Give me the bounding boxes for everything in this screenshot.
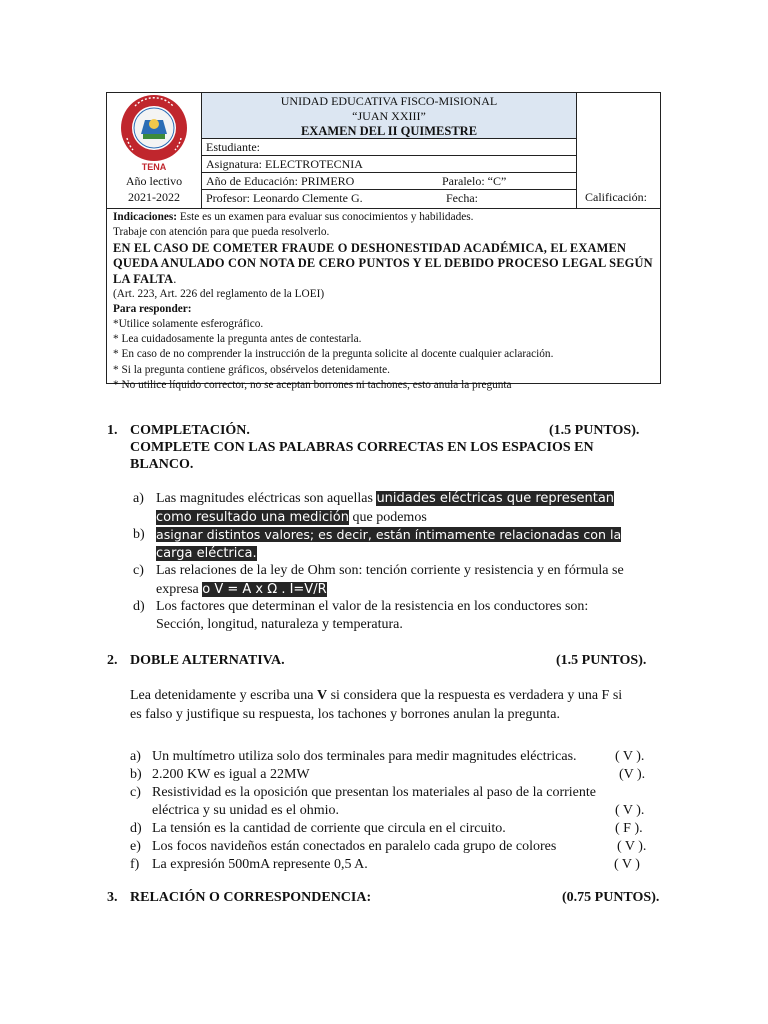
logo-city: TENA	[141, 162, 167, 172]
school-logo	[119, 94, 189, 166]
teacher-label: Profesor: Leonardo Clemente G.	[206, 191, 363, 205]
school-year-label: Año lectivo	[125, 174, 183, 188]
exam-header-table	[106, 92, 661, 391]
section-number: 2.	[107, 653, 118, 668]
student-row[interactable]	[202, 139, 576, 156]
date-label[interactable]: Fecha:	[446, 191, 478, 205]
institution: UNIDAD EDUCATIVA FISCO-MISIONAL	[280, 94, 498, 108]
instructions-lead	[113, 210, 660, 225]
section-2-intro: Lea detenidamente y escriba una V si considera que la respuesta es verdadera y una F si es falso y justifique su respuesta, los tachones y borrones anulan la pregunta.	[130, 688, 623, 722]
section-1-points: (1.5 PUNTOS).	[549, 423, 640, 438]
answer-text[interactable]: asignar distintos valores; es decir, están íntimamente relacionadas con la	[156, 527, 622, 542]
rule-item: * Lea cuidadosamente la pregunta antes de contestarla.	[113, 333, 362, 346]
instructions-lead-text: Este es un examen para evaluar sus conocimientos y habilidades.	[177, 211, 474, 223]
rule-item: * No utilice líquido corrector, no se aceptan borrones ni tachones, esto anula la pregunta	[113, 378, 512, 391]
legal-reference: (Art. 223, Art. 226 del reglamento de la LOEI)	[113, 288, 325, 301]
tf-answer[interactable]: (V ).	[619, 767, 646, 782]
score-cell	[576, 93, 662, 208]
logo-cell	[107, 93, 202, 208]
school-year: 2021-2022	[128, 190, 180, 204]
tf-answer[interactable]: ( V ).	[615, 749, 645, 764]
grade-level-row	[202, 173, 576, 190]
exam-title: EXAMEN DEL II QUIMESTRE	[300, 124, 478, 138]
respond-title: Para responder:	[113, 303, 192, 316]
answer-text[interactable]: carga eléctrica.	[156, 546, 257, 561]
instructions-lead-bold: Indicaciones:	[113, 211, 178, 223]
section-title: COMPLETACIÓN.	[130, 423, 250, 438]
answer-text[interactable]: o V = A x Ω . I=V/R	[202, 582, 327, 597]
instructions-line2: Trabaje con atención para que pueda resolverlo.	[113, 226, 330, 239]
section-number: 3.	[107, 890, 118, 905]
rule-item: * Si la pregunta contiene gráficos, obsérvelos detenidamente.	[113, 363, 390, 376]
section-title: RELACIÓN O CORRESPONDENCIA:	[130, 890, 372, 905]
section-3-points: (0.75 PUNTOS).	[562, 890, 660, 905]
tf-answer[interactable]: ( F ).	[615, 821, 643, 836]
fraud-warning: EN EL CASO DE COMETER FRAUDE O DESHONESTIDAD ACADÉMICA, EL EXAMEN QUEDA ANULADO CON NOTA DE CERO PUNTOS Y EL DEBIDO PROCESO LEGAL SEGÚN LA FALTA.	[113, 241, 653, 286]
subject-label: Asignatura: ELECTROTECNIA	[206, 157, 363, 171]
teacher-row	[202, 190, 576, 208]
exam-page: TENA Año lectivo 2021-2022 UNIDAD EDUCATIVA FISCO-MISIONAL “JUAN XXIII” EXAMEN DEL II QUIMESTRE Calificación: Estudiante: Asignatura: ELECTROTECNIA Año de Educación: PRIMERO Paralelo: “C” Profesor: Leonardo Clemente G. Fecha: Indicaciones: Este es un examen para evaluar sus conocimientos y habilidades. Trabaje con atención para que pueda resolverlo. EN EL CASO DE COMETER FRAUDE O DESHONESTIDAD ACADÉMICA, EL EXAMEN QUEDA ANULADO CON NOTA DE CERO PUNTOS Y EL DEBIDO PROCESO LEGAL SEGÚN LA FALTA. (Art. 223, Art. 226 del reglamento de la LOEI) Para responder: *Utilice solamente esferográfico. * Lea cuidadosamente la pregunta antes de contestarla. * En caso de no comprender la instrucción de la pregunta solicite al docente cualquier aclaración. * Si la pregunta contiene gráficos, obsérvelos detenidamente. * No utilice líquido corrector, no se aceptan borrones ni tachones, esto anula la pregunta 1. COMPLETACIÓN. (1.5 PUNTOS). COMPLETE CON LAS PALABRAS CORRECTAS EN LOS ESPACIOS EN BLANCO. a) Las magnitudes eléctricas son aquellas unidades eléctricas que representan como resultado una medición que podemos b) asignar distintos valores; es decir, están íntimamente relacionadas con la carga eléctrica. c) Las relaciones de la ley de Ohm son: tención corriente y resistencia y en fórmula se expresa o V = A x Ω . I=V/R d) Los factores que determinan el valor de la resistencia en los conductores son: Sección, longitud, naturaleza y temperatura. 2. DOBLE ALTERNATIVA. (1.5 PUNTOS). Lea detenidamente y escriba una V si considera que la respuesta es verdadera y una F si es falso y justifique su respuesta, los tachones y borrones anulan la pregunta. a) Un multímetro utiliza solo dos terminales para medir magnitudes eléctricas. ( V ). b) 2.200 KW es igual a 22MW (V ). c) Resistividad es la oposición que presentan los materiales al paso de la corriente eléctrica y su unidad es el ohmio. ( V ). d) La tensión es la cantidad de corriente que circula en el circuito. ( F ). e) Los focos navideños están conectados en paralelo cada grupo de colores ( V ). f) La expresión 500mA represente 0,5 A. ( V ) 3. RELACIÓN O CORRESPONDENCIA: (0.75 PUNTOS).	[0, 0, 768, 1024]
answer-text[interactable]: unidades eléctricas que representan	[376, 491, 615, 506]
score-label: Calificación:	[585, 190, 647, 204]
section-title: DOBLE ALTERNATIVA.	[130, 653, 285, 668]
section-2-points: (1.5 PUNTOS).	[556, 653, 647, 668]
tf-answer[interactable]: ( V ).	[615, 803, 645, 818]
section-label: Paralelo: “C”	[442, 174, 507, 188]
tf-answer[interactable]: ( V ).	[617, 839, 647, 854]
title-band	[202, 93, 576, 139]
section-number: 1.	[107, 423, 118, 438]
institution-name: “JUAN XXIII”	[352, 109, 426, 123]
grade-level-label: Año de Educación: PRIMERO	[206, 174, 355, 188]
rule-item: * En caso de no comprender la instrucción de la pregunta solicite al docente cualquier aclaración.	[113, 348, 554, 361]
tf-answer[interactable]: ( V )	[614, 857, 640, 872]
rule-item: *Utilice solamente esferográfico.	[113, 318, 264, 331]
answer-text[interactable]: como resultado una medición	[156, 510, 349, 525]
subject-row	[202, 156, 576, 173]
student-label: Estudiante:	[206, 140, 260, 154]
instructions-box	[107, 208, 660, 391]
